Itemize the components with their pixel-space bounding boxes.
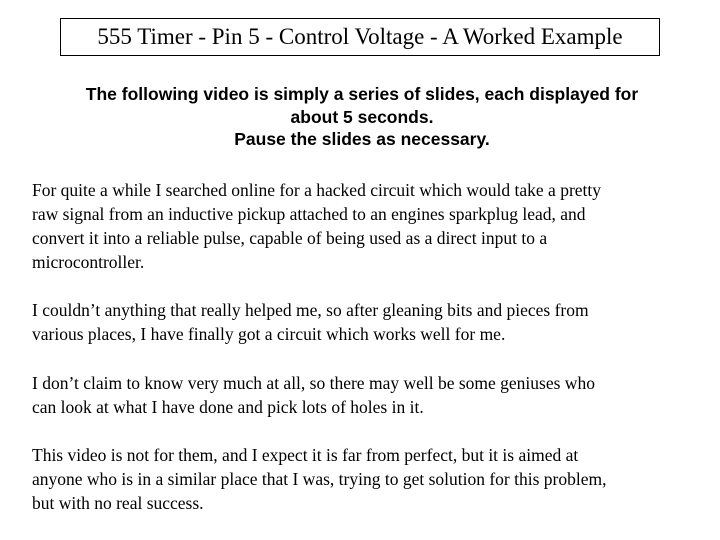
paragraph-line: For quite a while I searched online for a hacked circuit which would take a pretty: [32, 180, 602, 200]
paragraph-line: This video is not for them, and I expect it is far from perfect, but it is aimed at: [32, 445, 579, 465]
paragraph-line: but with no real success.: [32, 493, 204, 513]
paragraph-circuit: [32, 298, 700, 346]
intro-line: about 5 seconds.: [290, 106, 434, 127]
paragraph-line: various places, I have finally got a circuit which works well for me.: [32, 324, 506, 344]
intro-line: The following video is simply a series of slides, each displayed for: [85, 84, 639, 104]
paragraph-line: anyone who is in a similar place that I was, trying to get solution for this problem,: [32, 469, 607, 489]
paragraph-audience: [32, 443, 700, 515]
paragraph-disclaimer: [32, 371, 700, 419]
intro-text: [20, 83, 704, 151]
paragraph-line: microcontroller.: [32, 252, 145, 272]
slide-title: 555 Timer - Pin 5 - Control Voltage - A Worked Example: [60, 18, 660, 56]
paragraph-line: raw signal from an inductive pickup attached to an engines sparkplug lead, and: [32, 204, 586, 224]
paragraph-search: [32, 178, 700, 274]
paragraph-line: convert it into a reliable pulse, capable of being used as a direct input to a: [32, 228, 548, 248]
paragraph-line: I couldn’t anything that really helped me, so after gleaning bits and pieces from: [32, 300, 589, 320]
intro-line: Pause the slides as necessary.: [234, 129, 490, 149]
paragraph-line: can look at what I have done and pick lots of holes in it.: [32, 397, 424, 417]
paragraph-line: I don’t claim to know very much at all, so there may well be some geniuses who: [32, 373, 595, 393]
